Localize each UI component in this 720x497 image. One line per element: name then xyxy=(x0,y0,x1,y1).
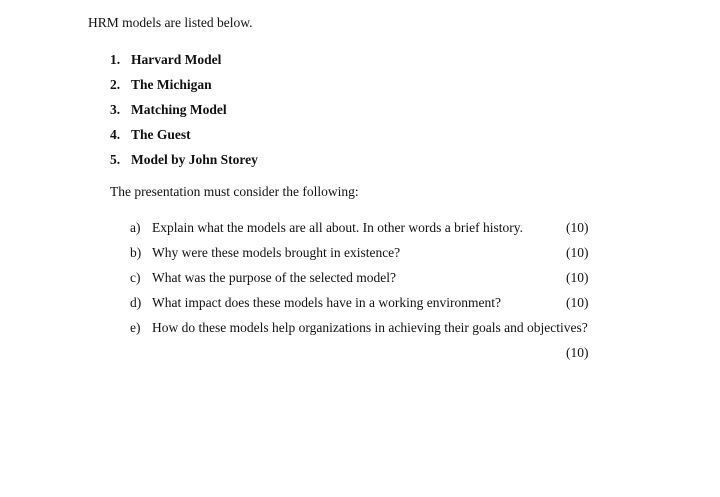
question-text: What was the purpose of the selected model? xyxy=(152,270,397,285)
question-marks: (10) xyxy=(566,220,589,235)
question-text: Explain what the models are all about. In other words a brief history. xyxy=(152,220,524,235)
question-item xyxy=(130,268,650,293)
model-number: 5. xyxy=(110,152,121,167)
question-item xyxy=(130,218,650,243)
model-label: Model by John Storey xyxy=(131,152,258,167)
model-label: The Guest xyxy=(131,127,191,142)
question-text: How do these models help organizations in achieving their goals and objectives? xyxy=(152,320,588,335)
model-number: 3. xyxy=(110,102,121,117)
model-number: 2. xyxy=(110,77,121,92)
question-text: What impact does these models have in a working environment? xyxy=(152,295,502,310)
models-list xyxy=(110,50,258,175)
question-marks: (10) xyxy=(566,270,589,285)
model-item xyxy=(110,150,258,175)
question-text: Why were these models brought in existence? xyxy=(152,245,401,260)
model-label: The Michigan xyxy=(131,77,212,92)
model-item xyxy=(110,75,258,100)
question-letter: c) xyxy=(130,270,141,285)
question-item xyxy=(130,293,650,318)
intro-text: HRM models are listed below. xyxy=(88,15,253,30)
question-letter: b) xyxy=(130,245,142,260)
model-number: 4. xyxy=(110,127,121,142)
consider-text: The presentation must consider the following: xyxy=(110,184,359,199)
model-label: Harvard Model xyxy=(131,52,222,67)
questions-list xyxy=(130,218,650,368)
question-letter: e) xyxy=(130,320,141,335)
model-label: Matching Model xyxy=(131,102,227,117)
model-item xyxy=(110,125,258,150)
question-letter: a) xyxy=(130,220,141,235)
model-item xyxy=(110,100,258,125)
model-item xyxy=(110,50,258,75)
model-number: 1. xyxy=(110,52,121,67)
question-marks: (10) xyxy=(566,345,589,360)
question-marks: (10) xyxy=(566,295,589,310)
question-marks: (10) xyxy=(566,245,589,260)
question-item xyxy=(130,318,650,368)
question-item xyxy=(130,243,650,268)
question-letter: d) xyxy=(130,295,142,310)
